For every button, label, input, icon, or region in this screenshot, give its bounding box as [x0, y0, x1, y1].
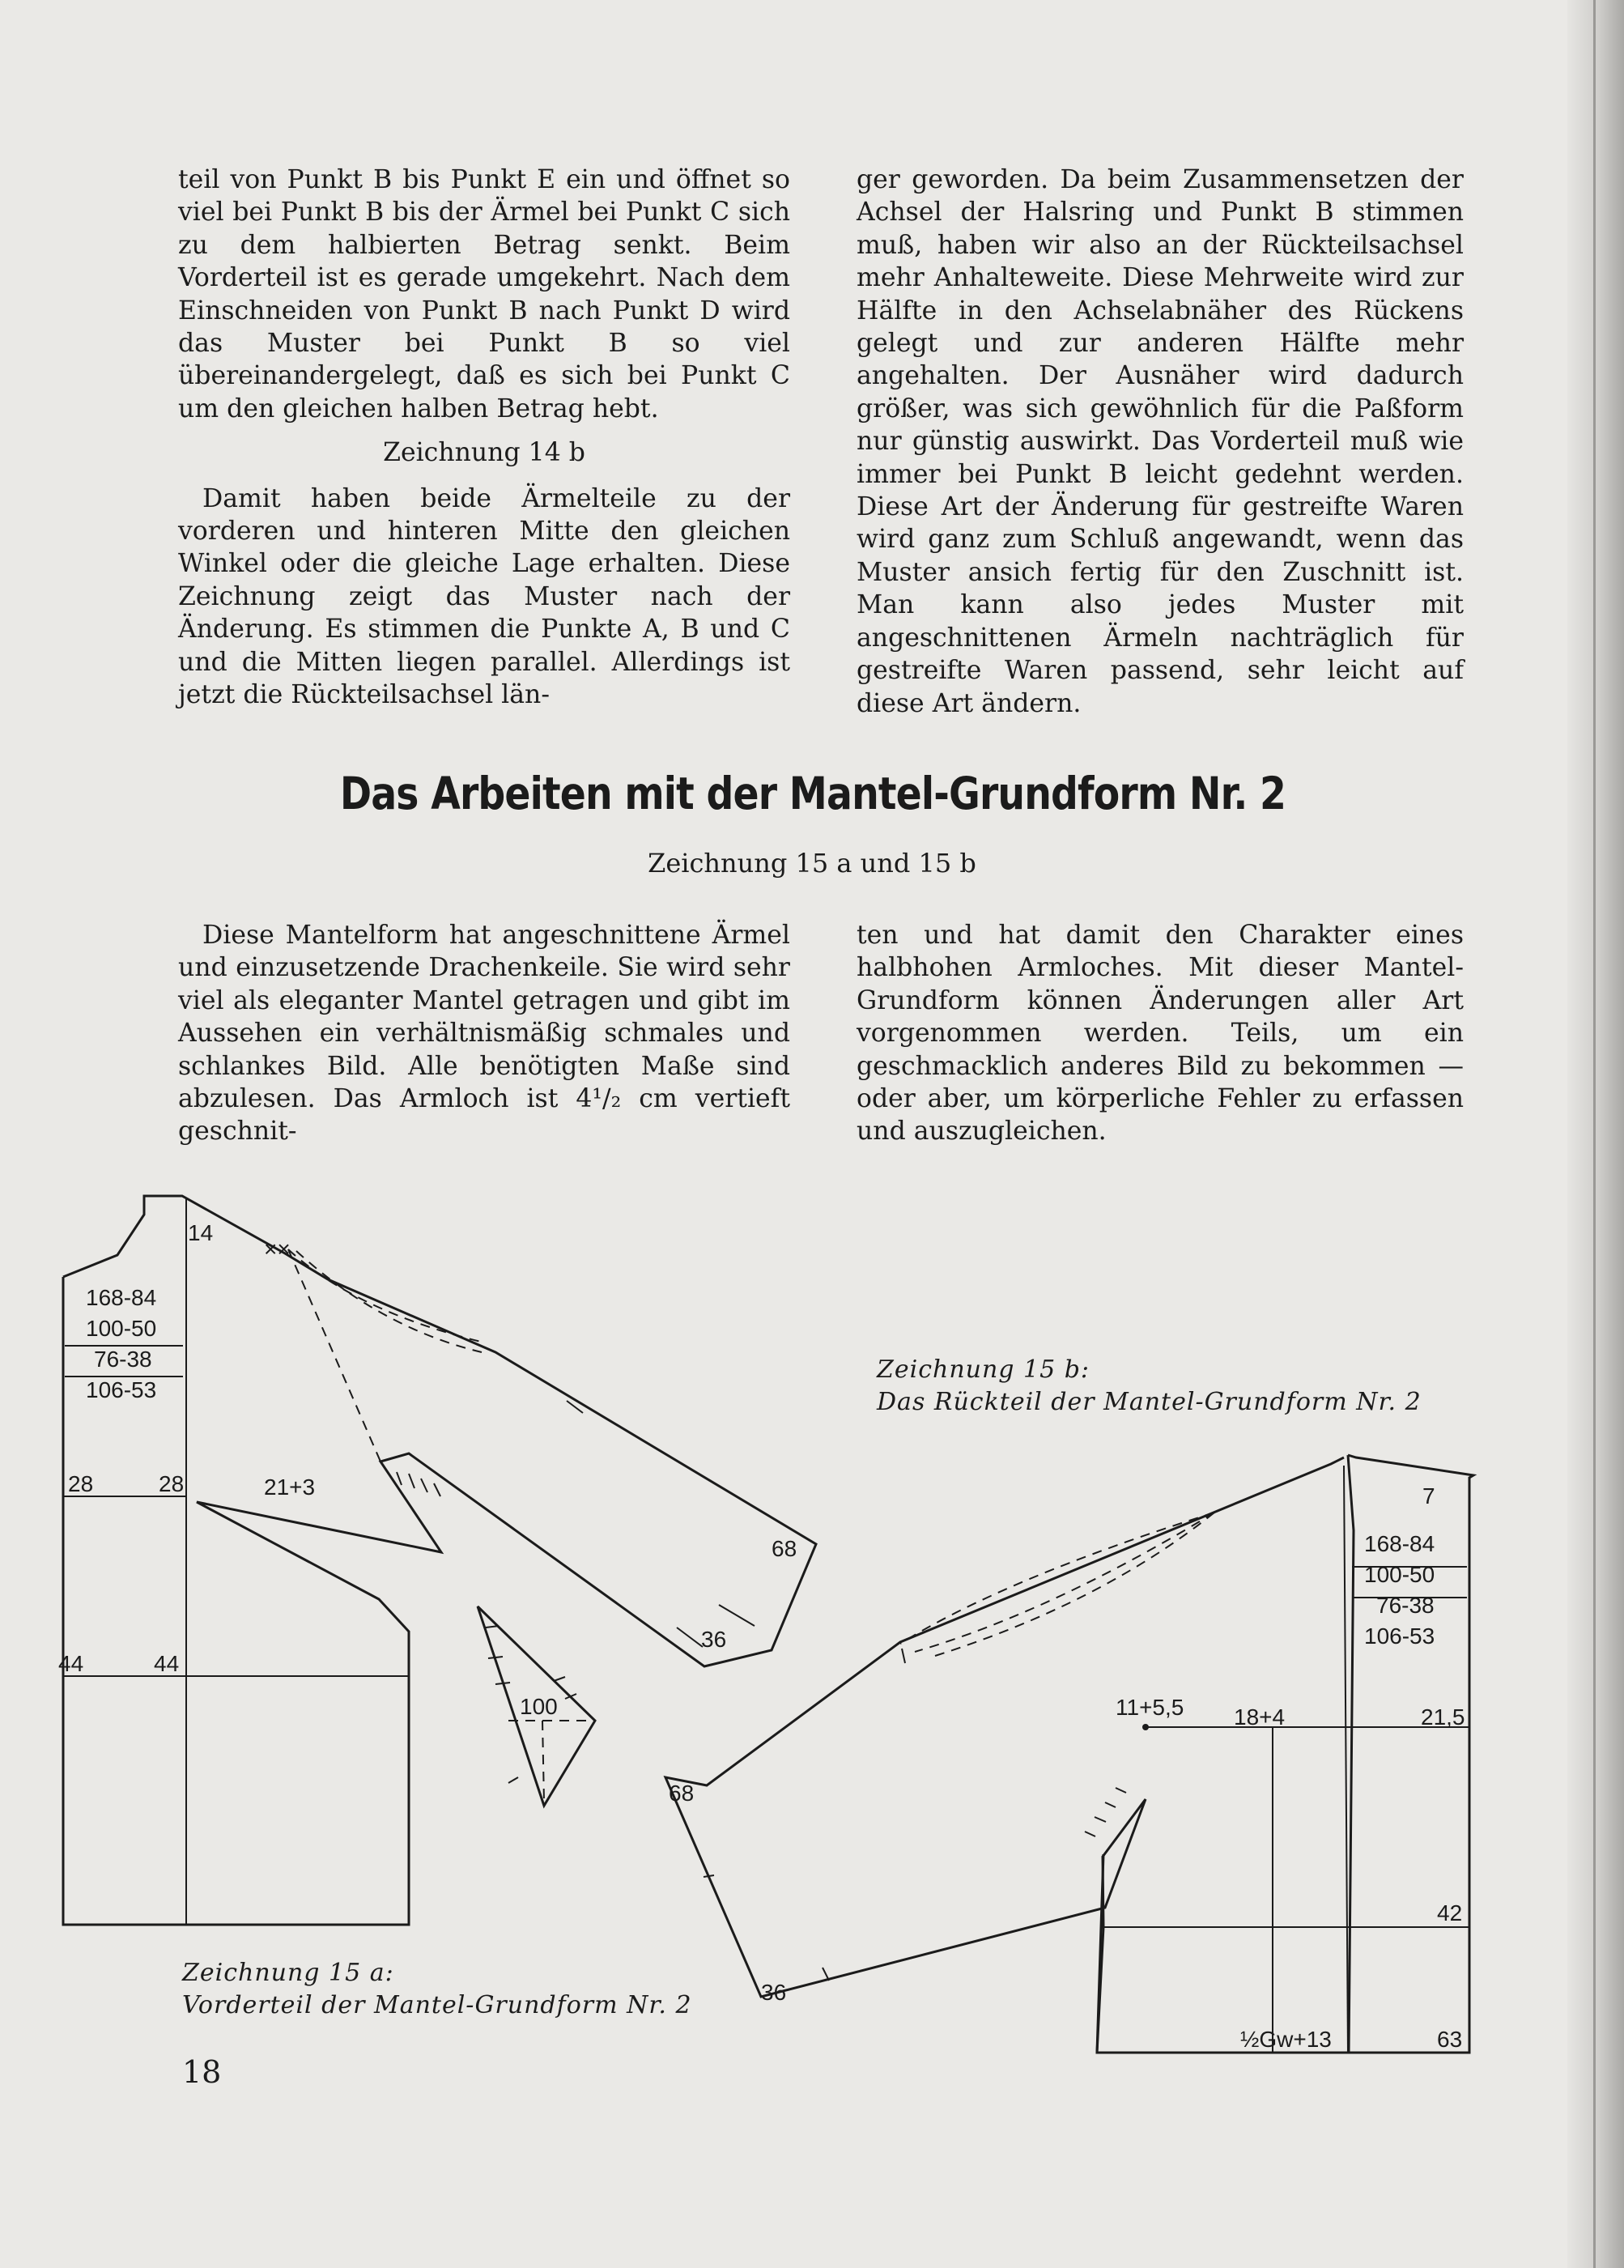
label-measure-3: 76-38 — [1376, 1593, 1435, 1618]
label-sleeve-68: 68 — [772, 1536, 797, 1561]
tick-mark — [488, 1657, 503, 1658]
paragraph: Diese Mantelform hat angeschnittene Ärmel und einzusetzende Drachenkeile. Sie wird sehr viel als eleganter Mantel getragen und gibt im Aussehen ein verhältnismäßig schmales und schlankes Bild. Alle benötigten Maße sind abzulesen. Das Armloch ist 4¹/₂ cm vertieft geschnit- — [178, 921, 790, 1147]
label-measure-2: 100-50 — [86, 1316, 157, 1341]
back-neck-dash-3 — [935, 1513, 1214, 1656]
caption-15a-line2: Vorderteil der Mantel-Grundform Nr. 2 — [182, 1991, 692, 2019]
tick-mark — [421, 1479, 427, 1492]
label-measure-2: 100-50 — [1364, 1562, 1435, 1587]
label-measure-3: 76-38 — [94, 1347, 152, 1372]
paragraph: teil von Punkt B bis Punkt E ein und öffnet so viel bei Punkt B bis der Ärmel bei Punkt C sich zu dem halbierten Betrag senkt. Beim Vorderteil ist es gerade umgekehrt. Nach dem Einschneiden von Punkt B nach Punkt D wird das Muster bei Punkt B so viel übereinandergelegt, daß es sich bei Punkt C um den gleichen halben Betrag hebt. — [178, 165, 790, 423]
label-sleeve-36: 36 — [761, 1980, 787, 2005]
label-42: 42 — [1437, 1900, 1463, 1925]
label-gusset-100: 100 — [520, 1694, 558, 1719]
label-width-3: 21,5 — [1421, 1704, 1465, 1730]
label-44-left: 44 — [58, 1651, 84, 1676]
tick-mark — [823, 1968, 829, 1981]
gusset-dash-v — [542, 1721, 544, 1802]
label-measure-4: 106-53 — [86, 1377, 157, 1402]
label-measure-4: 106-53 — [1364, 1623, 1435, 1649]
paragraph: ten und hat damit den Charakter eines halbhohen Armloches. Mit dieser Mantel-Grundform können Änderungen aller Art vorgenommen werden. Teils, um ein geschmacklich anderes Bild zu bekommen — oder aber, um körperliche Fehler zu erfassen und auszugleichen. — [857, 921, 1464, 1147]
label-measure-1: 168-84 — [1364, 1531, 1435, 1556]
tick-mark — [554, 1677, 565, 1681]
label-measure-1: 168-84 — [86, 1285, 157, 1310]
tick-mark — [1085, 1832, 1095, 1836]
caption-15b — [877, 1354, 1422, 1419]
label-44-right: 44 — [154, 1651, 180, 1676]
label-sleeve-68: 68 — [669, 1781, 695, 1806]
tick-mark — [397, 1472, 402, 1485]
caption-15b-line2: Das Rückteil der Mantel-Grundform Nr. 2 — [877, 1388, 1422, 1416]
tick-mark — [719, 1605, 755, 1626]
front-pattern-piece — [58, 1196, 816, 1925]
label-sleeve-36: 36 — [701, 1627, 727, 1652]
tick-mark — [902, 1649, 905, 1663]
label-neck-14: 14 — [188, 1220, 214, 1245]
back-side-seam — [1097, 1854, 1349, 2053]
tick-mark — [1105, 1802, 1116, 1807]
front-outline — [63, 1196, 816, 1925]
subheading-14b: Zeichnung 14 b — [383, 438, 585, 468]
front-neck-dash-2 — [296, 1251, 482, 1352]
tick-mark — [1116, 1788, 1126, 1793]
label-width-2: 18+4 — [1234, 1704, 1286, 1730]
tick-mark — [704, 1875, 714, 1877]
tick-mark — [508, 1777, 518, 1783]
tick-mark — [677, 1628, 703, 1647]
tick-mark — [495, 1683, 510, 1684]
back-sleeve-outline — [665, 1457, 1344, 2053]
caption-15a — [182, 1957, 692, 2022]
back-neck-dash-2 — [915, 1513, 1214, 1652]
paragraph: Damit haben beide Ärmelteile zu der vorderen und hinteren Mitte den gleichen Winkel oder die gleiche Lage erhalten. Diese Zeichnung zeigt das Muster nach der Änderung. Es stimmen die Punkte A, B und C und die Mitten liegen parallel. Allerdings ist jetzt die Rückteilsachsel län- — [178, 483, 790, 710]
caption-15b-line1: Zeichnung 15 b: — [877, 1355, 1090, 1384]
page-number: 18 — [182, 2054, 222, 2090]
section-title: Das Arbeiten mit der Mantel-Grundform Nr. 2 — [339, 768, 1286, 819]
label-hem-width: ½Gw+13 — [1240, 2027, 1332, 2052]
tick-mark — [434, 1483, 440, 1496]
label-28-right: 28 — [159, 1471, 185, 1496]
front-neck-dash-1 — [288, 1249, 484, 1343]
tick-mark — [409, 1474, 415, 1488]
paragraph: ger geworden. Da beim Zusammensetzen der Achsel der Halsring und Punkt B stimmen muß, haben wir also an der Rückteilsachsel mehr Anhalteweite. Diese Mehrweite wird zur Hälfte in den Achselabnäher des Rückens gelegt und zur anderen Hälfte mehr angehalten. Der Ausnäher wird dadurch größer, was sich gewöhnlich für die Paßform nur günstig auswirkt. Das Vorderteil muß wie immer bei Punkt B leicht gedehnt werden. Diese Art der Änderung für gestreifte Waren wird ganz zum Schluß angewandt, wenn das Muster ansich fertig für den Zuschnitt ist. Man kann also jedes Muster mit angeschnittenen Ärmeln nachträglich für gestreifte Waren passend, sehr leicht auf diese Art ändern. — [857, 165, 1464, 718]
label-width-1: 11+5,5 — [1116, 1695, 1184, 1720]
section-subtitle: Zeichnung 15 a und 15 b — [648, 848, 976, 879]
caption-15a-line1: Zeichnung 15 a: — [182, 1959, 394, 1987]
label-marks: ×× — [264, 1236, 291, 1262]
back-center-line — [1344, 1466, 1348, 2053]
label-gusset-width: 21+3 — [264, 1474, 316, 1500]
tick-mark — [1095, 1817, 1106, 1822]
label-neck-7: 7 — [1422, 1483, 1435, 1508]
point-marker — [1142, 1724, 1149, 1730]
label-hem-length: 63 — [1437, 2027, 1463, 2052]
label-28-left: 28 — [68, 1471, 94, 1496]
tick-mark — [486, 1626, 499, 1628]
